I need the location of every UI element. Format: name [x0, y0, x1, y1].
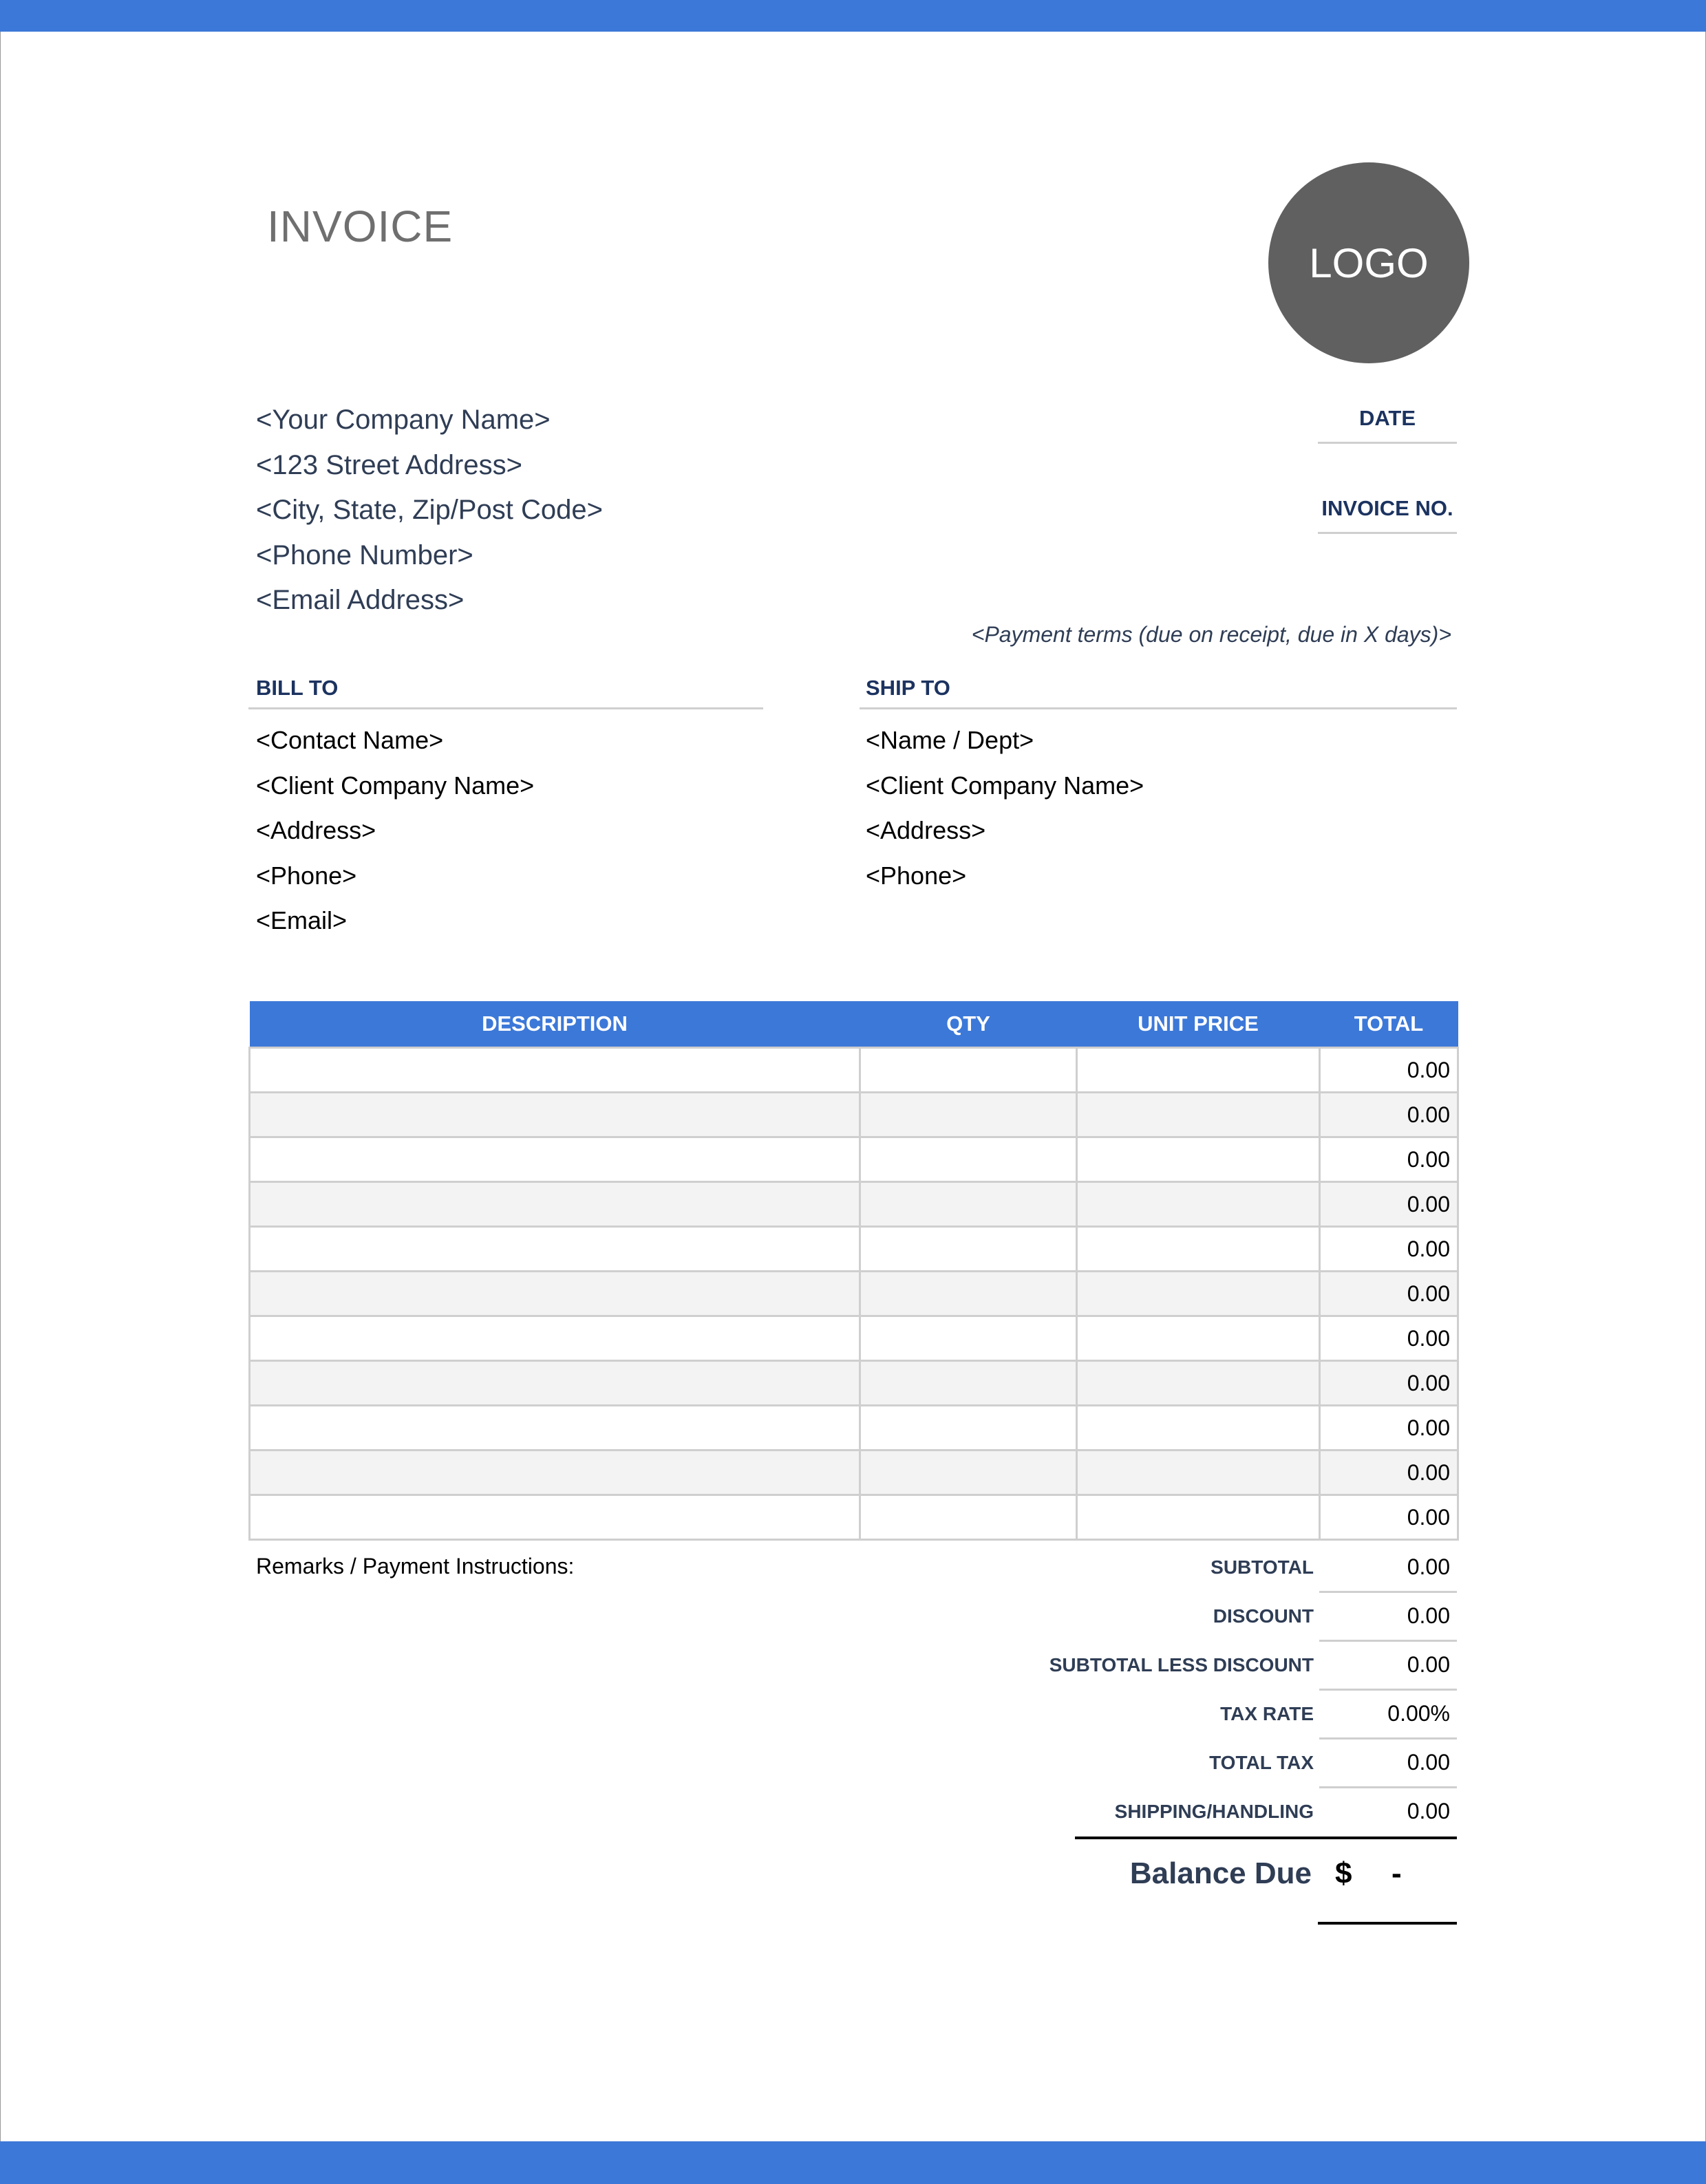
company-phone[interactable]: <Phone Number>: [256, 539, 473, 570]
total-cell: 0.00: [1320, 1227, 1458, 1272]
description-cell[interactable]: [250, 1361, 860, 1406]
header-band: [0, 0, 1706, 32]
qty-cell[interactable]: [860, 1361, 1077, 1406]
unit-price-cell[interactable]: [1077, 1272, 1320, 1316]
qty-cell[interactable]: [860, 1272, 1077, 1316]
subtotal-label: SUBTOTAL: [1211, 1556, 1314, 1578]
company-details: [256, 400, 603, 626]
ship-to-address[interactable]: <Address>: [866, 816, 986, 844]
subtotal-less-discount-row: [963, 1642, 1457, 1691]
unit-price-cell[interactable]: [1077, 1406, 1320, 1450]
table-row: [250, 1316, 1458, 1361]
total-tax-row: [963, 1739, 1457, 1788]
total-cell: 0.00: [1320, 1450, 1458, 1495]
qty-cell[interactable]: [860, 1048, 1077, 1093]
unit-price-cell[interactable]: [1077, 1495, 1320, 1540]
ship-to-company[interactable]: <Client Company Name>: [866, 771, 1144, 800]
subtotal-row: [963, 1544, 1457, 1593]
table-row: [250, 1227, 1458, 1272]
tax-rate-label: TAX RATE: [1220, 1703, 1314, 1724]
payment-terms[interactable]: <Payment terms (due on receipt, due in X days)>: [971, 622, 1451, 647]
invoice-number-field[interactable]: [1318, 532, 1457, 534]
unit-price-cell[interactable]: [1077, 1227, 1320, 1272]
column-header-qty: QTY: [860, 1001, 1077, 1048]
total-cell: 0.00: [1320, 1406, 1458, 1450]
subtotal-less-discount-value: 0.00: [1407, 1652, 1450, 1677]
bill-to-email[interactable]: <Email>: [256, 906, 348, 934]
unit-price-cell[interactable]: [1077, 1450, 1320, 1495]
total-cell: 0.00: [1320, 1048, 1458, 1093]
unit-price-cell[interactable]: [1077, 1361, 1320, 1406]
description-cell[interactable]: [250, 1450, 860, 1495]
total-cell: 0.00: [1320, 1495, 1458, 1540]
bill-to-divider: [248, 707, 763, 709]
qty-cell[interactable]: [860, 1406, 1077, 1450]
date-label: DATE: [1358, 406, 1416, 430]
shipping-row: [963, 1788, 1457, 1837]
balance-currency: $: [1335, 1856, 1352, 1890]
balance-due-label: Balance Due: [1129, 1856, 1312, 1890]
bill-to-details: [256, 720, 534, 945]
date-field[interactable]: [1318, 442, 1457, 444]
bill-to-company[interactable]: <Client Company Name>: [256, 771, 535, 800]
total-cell: 0.00: [1320, 1093, 1458, 1137]
description-cell[interactable]: [250, 1137, 860, 1182]
footer-band: [0, 2141, 1706, 2184]
discount-row: [963, 1593, 1457, 1642]
table-row: [250, 1272, 1458, 1316]
tax-rate-value[interactable]: 0.00%: [1387, 1701, 1450, 1726]
bill-to-address[interactable]: <Address>: [256, 816, 376, 844]
table-row: [250, 1093, 1458, 1137]
description-cell[interactable]: [250, 1227, 860, 1272]
subtotal-value: 0.00: [1407, 1554, 1450, 1579]
bill-to-phone[interactable]: <Phone>: [256, 861, 357, 890]
table-header-row: [250, 1001, 1458, 1048]
description-cell[interactable]: [250, 1495, 860, 1540]
total-cell: 0.00: [1320, 1272, 1458, 1316]
subtotal-less-discount-label: SUBTOTAL LESS DISCOUNT: [1049, 1654, 1314, 1676]
unit-price-cell[interactable]: [1077, 1316, 1320, 1361]
qty-cell[interactable]: [860, 1227, 1077, 1272]
description-cell[interactable]: [250, 1272, 860, 1316]
column-header-description: DESCRIPTION: [250, 1001, 860, 1048]
unit-price-cell[interactable]: [1077, 1093, 1320, 1137]
company-street[interactable]: <123 Street Address>: [256, 449, 522, 480]
qty-cell[interactable]: [860, 1316, 1077, 1361]
discount-label: DISCOUNT: [1213, 1605, 1314, 1627]
description-cell[interactable]: [250, 1406, 860, 1450]
remarks-label[interactable]: Remarks / Payment Instructions:: [256, 1554, 575, 1578]
invoice-title: INVOICE: [267, 202, 454, 251]
tax-rate-row: [963, 1691, 1457, 1739]
qty-cell[interactable]: [860, 1093, 1077, 1137]
total-tax-label: TOTAL TAX: [1209, 1752, 1314, 1773]
table-row: [250, 1137, 1458, 1182]
table-row: [250, 1182, 1458, 1227]
table-row: [250, 1048, 1458, 1093]
company-email[interactable]: <Email Address>: [256, 585, 465, 615]
balance-underline: [1318, 1922, 1457, 1925]
ship-to-details: [866, 720, 1144, 900]
table-row: [250, 1450, 1458, 1495]
qty-cell[interactable]: [860, 1495, 1077, 1540]
company-city[interactable]: <City, State, Zip/Post Code>: [256, 495, 603, 525]
logo-placeholder: [1268, 162, 1469, 363]
company-name[interactable]: <Your Company Name>: [256, 405, 551, 435]
description-cell[interactable]: [250, 1048, 860, 1093]
balance-due-value: -: [1392, 1856, 1402, 1890]
total-cell: 0.00: [1320, 1137, 1458, 1182]
qty-cell[interactable]: [860, 1137, 1077, 1182]
line-items-table: [248, 1001, 1459, 1541]
bill-to-contact[interactable]: <Contact Name>: [256, 726, 444, 754]
table-row: [250, 1361, 1458, 1406]
description-cell[interactable]: [250, 1093, 860, 1137]
bill-to-heading: BILL TO: [256, 676, 339, 700]
table-row: [250, 1406, 1458, 1450]
column-header-total: TOTAL: [1320, 1001, 1458, 1048]
qty-cell[interactable]: [860, 1450, 1077, 1495]
shipping-label: SHIPPING/HANDLING: [1114, 1801, 1314, 1822]
total-cell: 0.00: [1320, 1182, 1458, 1227]
unit-price-cell[interactable]: [1077, 1137, 1320, 1182]
unit-price-cell[interactable]: [1077, 1048, 1320, 1093]
ship-to-phone[interactable]: <Phone>: [866, 861, 967, 890]
column-header-unit-price: UNIT PRICE: [1077, 1001, 1320, 1048]
total-cell: 0.00: [1320, 1316, 1458, 1361]
ship-to-name[interactable]: <Name / Dept>: [866, 726, 1034, 754]
shipping-value[interactable]: 0.00: [1407, 1799, 1450, 1823]
total-tax-value: 0.00: [1407, 1750, 1450, 1775]
total-cell: 0.00: [1320, 1361, 1458, 1406]
qty-cell[interactable]: [860, 1182, 1077, 1227]
logo-text: LOGO: [1309, 239, 1429, 286]
ship-to-heading: SHIP TO: [866, 676, 950, 700]
description-cell[interactable]: [250, 1316, 860, 1361]
invoice-number-label: INVOICE NO.: [1321, 496, 1453, 520]
description-cell[interactable]: [250, 1182, 860, 1227]
discount-value[interactable]: 0.00: [1407, 1603, 1450, 1628]
unit-price-cell[interactable]: [1077, 1182, 1320, 1227]
ship-to-divider: [860, 707, 1457, 709]
balance-divider: [1075, 1837, 1457, 1839]
table-row: [250, 1495, 1458, 1540]
